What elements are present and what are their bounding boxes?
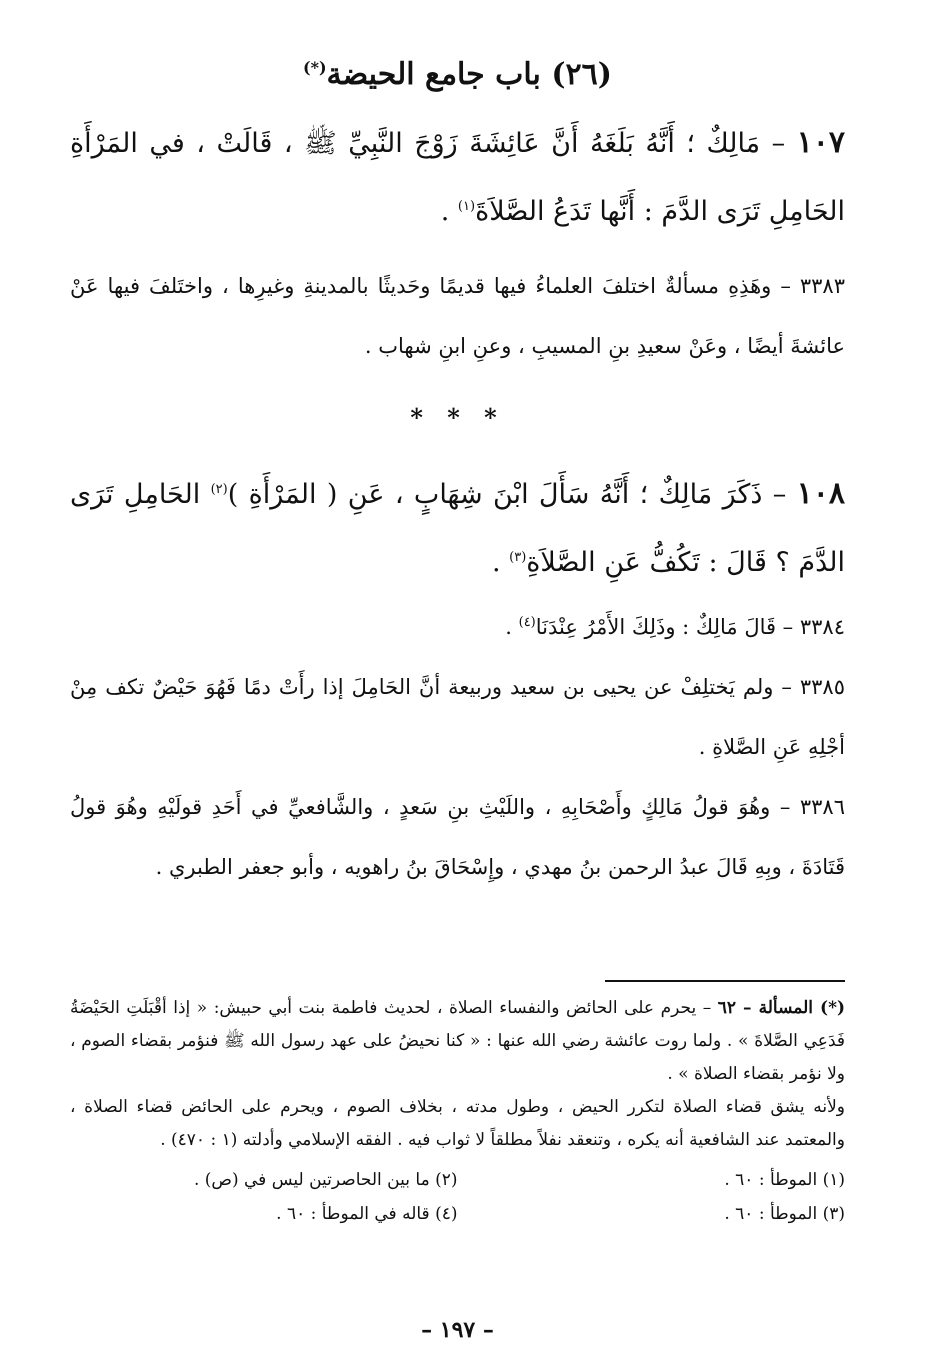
footnote-star-text: – يحرم على الحائض والنفساء الصلاة ، لحديث فاطمة بنت أبي حبيش: « إذا أقْبَلَتِ الحَيْضَةُ فَدَعِي الصَّلاةَ » . ولما روت عائشة رضي الله عنها : « كنا نحيضُ على عهد رسول الله ﷺ فنؤمر بقضاء الصوم ، ولا نؤمر بقضاء الصلاة » . — [70, 998, 845, 1084]
footnote-star-continued: ولأنه يشق قضاء الصلاة لتكرر الحيض ، وطول مدته ، بخلاف الصوم ، ويحرم على الحائض قضاء الصلاة ، والمعتمد عند الشافعية أنه يكره ، وتنعقد نفلاً مطلقاً لا ثواب فيه . الفقه الإسلامي وأدلته (١ : ٤٧٠) . — [70, 1097, 845, 1150]
hadith-108-number: ١٠٨ — [796, 476, 845, 511]
hadith-108-text-a: – ذَكَرَ مَالِكٌ ؛ أَنَّهُ سَأَلَ ابْنَ شِهَابٍ ، عَنِ ( المَرْأَةِ ) — [227, 479, 787, 510]
chapter-title-text: (٢٦) باب جامع الحيضة — [326, 57, 612, 92]
hadith-108-footnote-ref-a[interactable]: (٢) — [210, 482, 228, 497]
footnote-4: (٤) قاله في الموطأ : ٦٠ . — [276, 1204, 458, 1224]
footnote-1: (١) الموطأ : ٦٠ . — [724, 1170, 845, 1190]
paragraph-3386: ٣٣٨٦ – وهُوَ قولُ مَالِكٍ وأَصْحَابِهِ ، واللَيْثِ بنِ سَعدٍ ، والشَّافعيِّ في أَحَدِ قولَيْهِ وهُوَ قولُ قَتَادَةَ ، وبِهِ قَالَ عبدُ الرحمن بنُ مهدي ، وإِسْحَاقَ بنُ راهويه ، وأبو جعفر الطبري . — [70, 795, 845, 879]
footnote-references — [70, 1163, 845, 1231]
chapter-title-mark: (*) — [303, 58, 327, 77]
hadith-107 — [70, 109, 845, 246]
hadith-107-number: ١٠٧ — [796, 125, 845, 160]
paragraph-3383: ٣٣٨٣ – وهَذِهِ مسألةٌ اختلفَ العلماءُ فيها قديمًا وحَديثًا بالمدينةِ وغيرِها ، واختَلفَ فيها عَنْ عائشةَ أيضًا ، وعَنْ سعيدِ بنِ المسيبِ ، وعنِ ابنِ شهاب . — [70, 274, 845, 358]
paragraph-3384 — [70, 597, 845, 657]
hadith-108 — [70, 460, 845, 597]
paragraph-3384-footnote-ref[interactable]: (٤) — [518, 615, 536, 630]
footnotes — [70, 980, 845, 1231]
footnote-2: (٢) ما بين الحاصرتين ليس في (ص) . — [193, 1170, 458, 1190]
footnote-3: (٣) الموطأ : ٦٠ . — [724, 1204, 845, 1224]
footnote-star — [70, 992, 845, 1091]
page — [70, 40, 845, 1343]
paragraph-3384-text: ٣٣٨٤ – قَالَ مَالِكٌ : وذَلِكَ الأَمْرُ عِنْدَنَا — [535, 615, 845, 639]
section-separator: * * * — [410, 403, 505, 432]
hadith-108-footnote-ref-b[interactable]: (٣) — [509, 550, 527, 565]
paragraph-3385: ٣٣٨٥ – ولم يَختلِفْ عن يحيى بن سعيد وربيعة أنَّ الحَامِلَ إذا رأَتْ دمًا فَهُوَ حَيْضٌ تكف مِنْ أجْلِهِ عَنِ الصَّلاةِ . — [70, 675, 845, 759]
chapter-title — [70, 40, 845, 103]
paragraph-3384-end: . — [505, 615, 519, 639]
footnote-divider — [605, 980, 845, 982]
hadith-108-text-b: الحَامِلِ تَرَى الدَّمَ ؟ قَالَ : تَكُفُّ عَنِ الصَّلاَةِ — [70, 479, 845, 578]
hadith-107-footnote-ref[interactable]: (١) — [457, 199, 476, 214]
footnote-star-label: (*) المسألة – ٦٢ — [717, 998, 846, 1018]
hadith-108-end: . — [491, 547, 510, 578]
hadith-107-text: – مَالِكٌ ؛ أَنَّهُ بَلَغَهُ أَنَّ عَائِشَةَ زَوْجَ النَّبِيِّ ﷺ ، قَالَتْ ، في المَرْأَةِ الحَامِلِ تَرَى الدَّمَ : أَنَّها تَدَعُ الصَّلاَةَ — [70, 128, 845, 227]
page-number: – ١٩٧ – — [421, 1317, 494, 1343]
hadith-107-end: . — [440, 196, 458, 227]
